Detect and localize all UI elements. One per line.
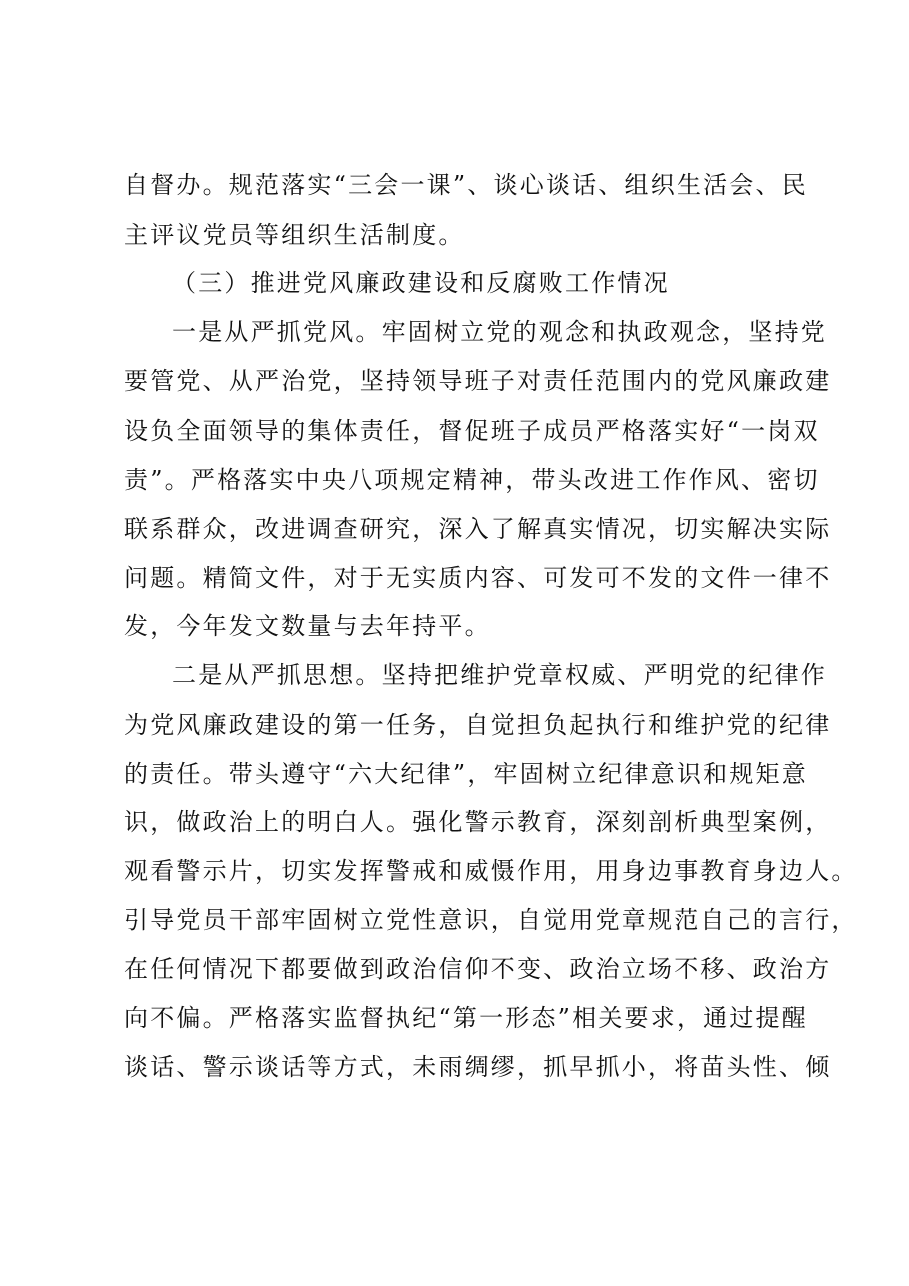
body-text-line: 责”。严格落实中央八项规定精神，带头改进工作作风、密切	[124, 466, 820, 494]
body-text-line: 主评议党员等组织生活制度。	[124, 221, 465, 249]
body-text-line: 要管党、从严治党，坚持领导班子对责任范围内的党风廉政建	[124, 367, 832, 395]
body-text-line: 向不偏。严格落实监督执纪“第一形态”相关要求，通过提醒	[124, 1004, 808, 1032]
paragraph-start-line: 一是从严抓党风。牢固树立党的观念和执政观念，坚持党	[172, 318, 827, 346]
body-text-line: 发，今年发文数量与去年持平。	[124, 612, 491, 640]
section-heading: （三）推进党风廉政建设和反腐败工作情况	[172, 269, 670, 297]
body-text-line: 观看警示片，切实发挥警戒和威慑作用，用身边事教育身边人。	[124, 857, 858, 885]
body-text-line: 问题。精简文件，对于无实质内容、可发可不发的文件一律不	[124, 564, 832, 592]
body-text-line: 识，做政治上的明白人。强化警示教育，深刻剖析典型案例，	[124, 808, 832, 836]
body-text-line: 为党风廉政建设的第一任务，自觉担负起执行和维护党的纪律	[124, 711, 832, 739]
body-text-line: 在任何情况下都要做到政治信仰不变、政治立场不移、政治方	[124, 955, 832, 983]
body-text-line: 设负全面领导的集体责任，督促班子成员严格落实好“一岗双	[124, 417, 820, 445]
body-text-line: 联系群众，改进调查研究，深入了解真实情况，切实解决实际	[124, 515, 832, 543]
body-text-line: 自督办。规范落实“三会一课”、谈心谈话、组织生活会、民	[124, 171, 808, 199]
body-text-line: 谈话、警示谈话等方式，未雨绸缪，抓早抓小，将苗头性、倾	[124, 1053, 832, 1081]
body-text-line: 引导党员干部牢固树立党性意识，自觉用党章规范自己的言行，	[124, 906, 858, 934]
body-text-line: 的责任。带头遵守“六大纪律”，牢固树立纪律意识和规矩意	[124, 760, 808, 788]
paragraph-start-line: 二是从严抓思想。坚持把维护党章权威、严明党的纪律作	[172, 661, 827, 689]
